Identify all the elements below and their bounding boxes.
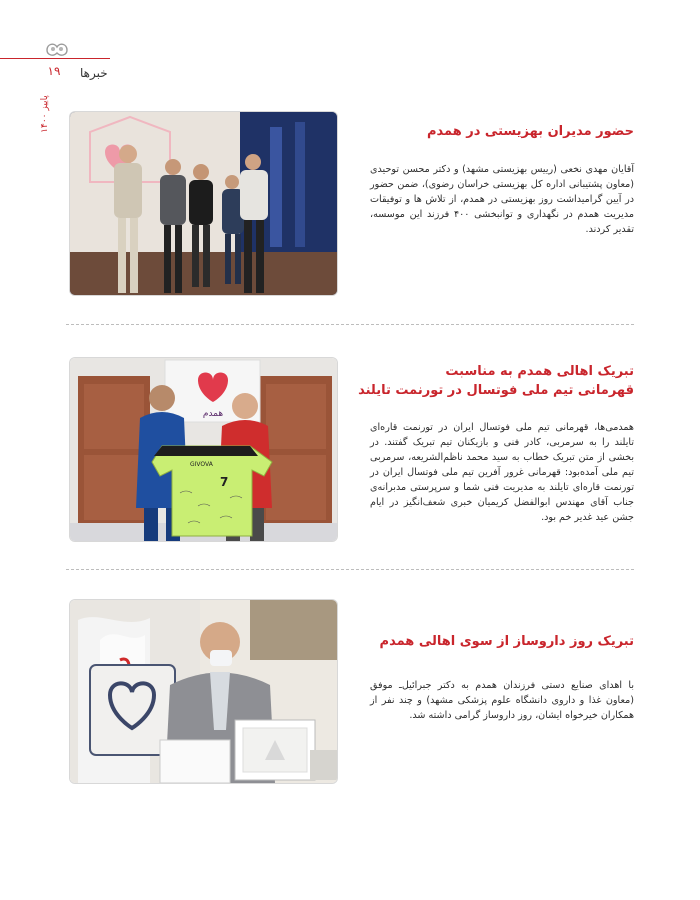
article-2-headline — [358, 362, 634, 400]
article-1-body: آقایان مهدی نخعی (رییس بهزیستی مشهد) و دکتر محسن توحیدی (معاون پشتیبانی اداره کل بهزیستی خراسان رضوی)، ضمن حضور در آیین گرامیداشت روز بهزیستی در همدم، از تلاش ها و توفیقات مدیریت همدم در نگهداری و توانبخشی ۴۰۰ فرزند این موسسه، تقدیر کردند. — [370, 164, 634, 235]
article-divider — [66, 324, 634, 325]
page-number: ۱۹ — [47, 64, 61, 78]
article-3-headline: تبریک روز داروساز از سوی اهالی همدم — [379, 634, 634, 649]
article-3-body: با اهدای صنایع دستی فرزندان همدم به دکتر جبرائیل‌ـ موفق (معاون غذا و داروی دانشگاه علوم پزشکی مشهد) و چند نفر از همکاران خیرخواه ایشان، روز داروساز گرامی داشته شد. — [370, 680, 634, 721]
article-divider — [66, 569, 634, 570]
section-label: خبرها — [80, 66, 108, 80]
article-2-body: همدمی‌ها، قهرمانی تیم ملی فوتسال ایران در تورنمت قاره‌ای تایلند را به سرمربی، کادر فنی و بازیکنان تیم تبریک گفتند. در بخشی از متن تبریک خطاب به سید محمد ناظم‌الشریعه، سرمربی تیم ملی آمده‌بود: قهرمانی غرور آفرین تیم ملی فوتسال ایران در تورنمت قاره‌ای تایلند به مدیریت فنی شما و سرپرستی مدبرانه‌ی جناب آقای مهندس ابوالفضل کریمیان خبری شعف‌انگیز در ایام جشن عید غدیر خم بود. — [370, 422, 634, 523]
vertical-date-text: پاییز ۱۴۰۰ — [40, 95, 50, 133]
article-1-headline: حضور مدیران بهزیستی در همدم — [426, 124, 634, 139]
hamdam-logo-icon — [44, 40, 70, 60]
article-1-photo — [70, 112, 337, 295]
banner-text: همدم — [202, 409, 224, 419]
vertical-date — [40, 88, 72, 168]
header-rule — [0, 58, 110, 59]
article-2-headline-line2: قهرمانی تیم ملی فوتسال در تورنمت تایلند — [358, 383, 634, 398]
article-2-photo — [70, 358, 337, 541]
article-2-headline-line1: تبریک اهالی همدم به مناسبت — [445, 364, 634, 379]
jersey-number: 7 — [220, 475, 229, 489]
article-3-photo — [70, 600, 337, 783]
jersey-brand: GIVOVA — [190, 461, 213, 468]
